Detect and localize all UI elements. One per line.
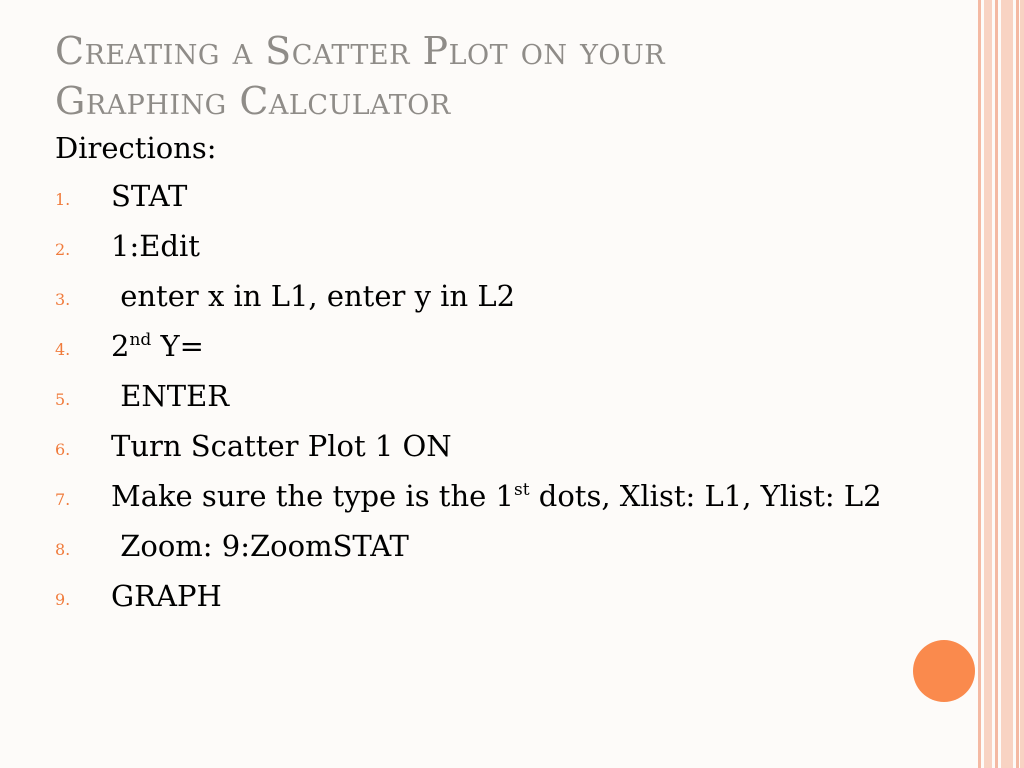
list-item-text: enter x in L1, enter y in L2 [111,279,516,313]
list-item-number: 6. [55,440,71,459]
list-item-number: 5. [55,390,71,409]
slide-title [55,26,955,126]
decorative-stripe [1016,0,1019,768]
list-item-text: STAT [111,179,188,213]
list-item-number: 2. [55,240,71,259]
list-item-number: 1. [55,190,71,209]
list-item-number: 9. [55,590,71,609]
list-item-number: 3. [55,290,71,309]
list-item-text: 1:Edit [111,229,200,263]
list-item-text-post: Y= [151,329,204,363]
decorative-stripe [1001,0,1013,768]
decorative-stripe [978,0,981,768]
list-item-text: Zoom: 9:ZoomSTAT [111,529,409,563]
list-item-text-pre: Make sure the type is the 1 [111,479,514,513]
decorative-stripe [1020,0,1024,768]
superscript: nd [129,330,152,350]
list-item-text: ENTER [111,379,230,413]
list-item-text [111,328,204,364]
list-item-text: GRAPH [111,579,222,613]
slide-title-line-2: Graphing Calculator [55,79,451,123]
list-item-number: 4. [55,340,71,359]
decorative-stripe [995,0,998,768]
decorative-circle [913,640,975,702]
decorative-stripe [984,0,992,768]
list-item-text-post: dots, Xlist: L1, Ylist: L2 [529,479,882,513]
list-item-text [111,478,882,514]
directions-heading: Directions: [55,131,217,165]
superscript: st [513,480,530,500]
list-item-number: 8. [55,540,71,559]
list-item-text-pre: 2 [111,329,130,363]
slide-title-line-1: Creating a Scatter Plot on your [55,29,666,73]
list-item-text: Turn Scatter Plot 1 ON [111,429,452,463]
list-item-number: 7. [55,490,71,509]
